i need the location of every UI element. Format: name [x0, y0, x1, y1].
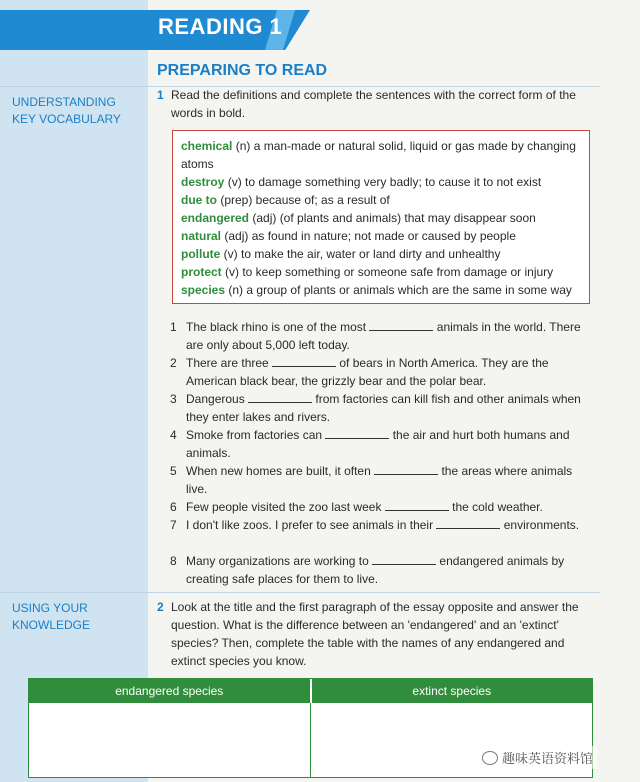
vocab-word: natural — [181, 229, 222, 243]
vocab-definition: (adj) (of plants and animals) that may disappear soon — [249, 211, 536, 225]
answer-blank[interactable] — [369, 318, 433, 331]
vocab-word: protect — [181, 265, 222, 279]
sentence-2 — [170, 354, 590, 390]
vocab-definition: (n) a man-made or natural solid, liquid or gas made by changing atoms — [181, 139, 576, 171]
sentence-number: 2 — [170, 356, 177, 370]
vocab-definition: (adj) as found in nature; not made or caused by people — [221, 229, 516, 243]
sentence-text: Few people visited the zoo last week — [186, 500, 385, 514]
sentence-text: the areas where animals live. — [186, 464, 573, 496]
sentence-text: Many organizations are working to — [186, 554, 373, 568]
question-1 — [157, 86, 597, 122]
sentence-number: 7 — [170, 518, 177, 532]
table-header — [29, 679, 592, 703]
sentence-number: 8 — [170, 554, 177, 568]
sentence-text: from factories can kill fish and other animals when they enter lakes and rivers. — [186, 392, 581, 424]
vocab-word: endangered — [181, 211, 250, 225]
sentence-number: 1 — [170, 320, 177, 334]
sidebar-label-vocabulary — [12, 94, 121, 128]
vocab-definition: (v) to make the air, water or land dirty and unhealthy — [220, 247, 501, 261]
sentence-1 — [170, 318, 590, 354]
sentence-3 — [170, 390, 590, 426]
sidebar-label-line: KEY VOCABULARY — [12, 112, 121, 126]
sentence-text: There are three — [186, 356, 273, 370]
vocab-definition: (n) a group of plants or animals which are the same in some way — [225, 283, 572, 297]
sentence-text: the air and hurt both humans and animals. — [186, 428, 570, 460]
vocab-item — [181, 173, 581, 191]
vocab-item — [181, 263, 581, 281]
vocab-item — [181, 191, 581, 209]
sentence-number: 5 — [170, 464, 177, 478]
vocab-item — [181, 137, 581, 173]
answer-blank[interactable] — [385, 498, 449, 511]
vocab-word: chemical — [181, 139, 233, 153]
answer-blank[interactable] — [372, 552, 436, 565]
banner-title: READING 1 — [158, 14, 283, 39]
sentence-text: I don't like zoos. I prefer to see animals in their — [186, 518, 437, 532]
watermark-text: 趣味英语资料馆 — [502, 751, 594, 766]
sentence-text: the cold weather. — [448, 500, 543, 514]
question-number: 2 — [157, 600, 164, 614]
answer-blank[interactable] — [325, 426, 389, 439]
sentence-number: 3 — [170, 392, 177, 406]
section-divider — [0, 592, 600, 593]
sentence-number: 6 — [170, 500, 177, 514]
wechat-icon — [482, 751, 498, 765]
header-extinct-species: extinct species — [412, 684, 492, 698]
vocab-item — [181, 245, 581, 263]
sentence-number: 4 — [170, 428, 177, 442]
sentence-text: of bears in North America. They are the American black bear, the grizzly bear and the polar bear. — [186, 356, 549, 388]
sidebar-label-line: UNDERSTANDING — [12, 95, 116, 109]
answer-blank[interactable] — [374, 462, 438, 475]
sentence-4 — [170, 426, 590, 462]
sentence-6 — [170, 498, 590, 516]
vocab-word: destroy — [181, 175, 225, 189]
vocab-word: pollute — [181, 247, 221, 261]
question-text: Read the definitions and complete the sentences with the correct form of the words in bold. — [171, 88, 576, 120]
sentence-5 — [170, 462, 590, 498]
sentence-text: environments. — [500, 518, 580, 532]
sentence-text: When new homes are built, it often — [186, 464, 375, 478]
sidebar-label-line: USING YOUR — [12, 601, 88, 615]
question-2 — [157, 598, 597, 670]
watermark — [478, 746, 597, 769]
sentence-text: endangered animals by creating safe places for them to live. — [186, 554, 565, 586]
sentence-text: The black rhino is one of the most — [186, 320, 370, 334]
sidebar-label-knowledge — [12, 600, 90, 634]
header-endangered-species: endangered species — [29, 679, 312, 703]
vocab-definition: (v) to damage something very badly; to cause it to not exist — [224, 175, 542, 189]
section-title: PREPARING TO READ — [157, 62, 328, 79]
sentence-text: animals in the world. There are only about 5,000 left today. — [186, 320, 581, 352]
answer-blank[interactable] — [436, 516, 500, 529]
sentence-text: Smoke from factories can — [186, 428, 326, 442]
vocab-definition: (prep) because of; as a result of — [217, 193, 390, 207]
answer-blank[interactable] — [248, 390, 312, 403]
sentence-text: Dangerous — [186, 392, 249, 406]
vocab-item — [181, 209, 581, 227]
vocab-definition: (v) to keep something or someone safe from damage or injury — [221, 265, 554, 279]
vocabulary-box — [172, 130, 590, 304]
vocab-word: due to — [181, 193, 217, 207]
sentence-8 — [170, 552, 590, 588]
vocab-word: species — [181, 283, 226, 297]
question-number: 1 — [157, 88, 164, 102]
sentence-7 — [170, 516, 590, 534]
cell-endangered-species[interactable] — [29, 703, 311, 777]
vocab-item — [181, 227, 581, 245]
vocab-item — [181, 281, 581, 299]
question-text: Look at the title and the first paragraph of the essay opposite and answer the question. What is the difference between an 'endangered' and an 'extinct' species? Then, complete the table with the names of any endangered and extinct species you know. — [171, 600, 579, 668]
sidebar-label-line: KNOWLEDGE — [12, 618, 91, 632]
answer-blank[interactable] — [272, 354, 336, 367]
